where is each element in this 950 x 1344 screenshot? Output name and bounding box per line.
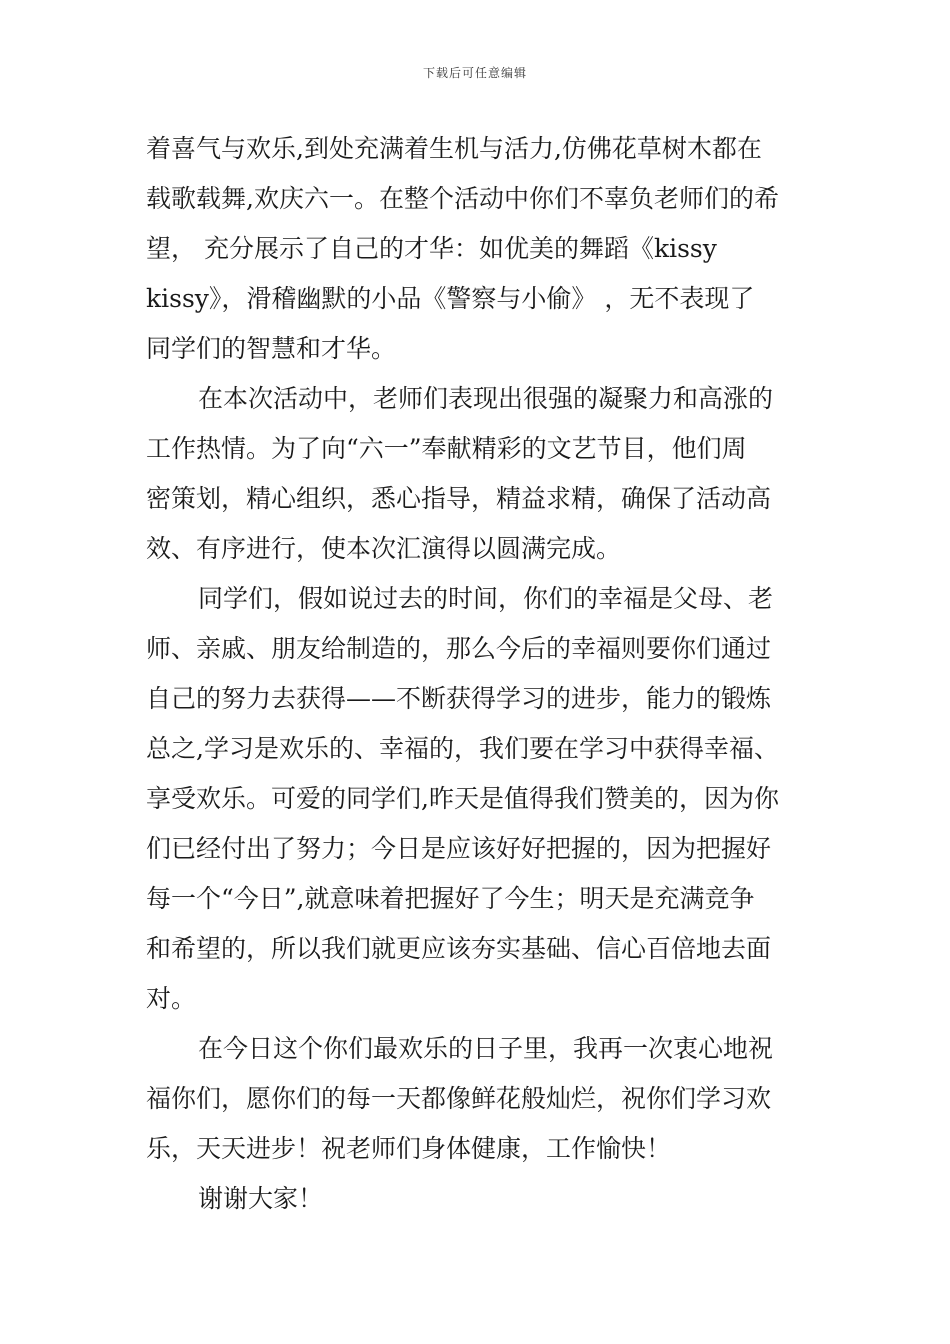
document-body <box>146 124 806 1224</box>
page-header: 下载后可任意编辑 <box>422 66 527 80</box>
text-line: 效、有序进行，使本次汇演得以圆满完成。 <box>146 534 622 563</box>
text-line: kissy》，滑稽幽默的小品《警察与小偷》 ，无不表现了 <box>146 284 755 313</box>
closing-line: 谢谢大家！ <box>198 1184 324 1213</box>
text-line: 总之,学习是欢乐的、幸福的，我们要在学习中获得幸福、 <box>146 734 779 763</box>
text-line: 每一个“今日”,就意味着把握好了今生；明天是充满竞争 <box>146 884 755 913</box>
paragraph-start-line: 在本次活动中，老师们表现出很强的凝聚力和高涨的 <box>198 384 774 413</box>
text-line: 望， 充分展示了自己的才华：如优美的舞蹈《kissy <box>146 234 717 263</box>
text-line: 载歌载舞,欢庆六一。在整个活动中你们不辜负老师们的希 <box>146 184 779 213</box>
text-line: 们已经付出了努力；今日是应该好好把握的，因为把握好 <box>146 834 772 863</box>
text-line: 工作热情。为了向“六一”奉献精彩的文艺节目，他们周 <box>146 434 747 463</box>
text-line: 自己的努力去获得——不断获得学习的进步，能力的锻炼 <box>146 684 772 713</box>
text-line: 福你们，愿你们的每一天都像鲜花般灿烂，祝你们学习欢 <box>146 1084 772 1113</box>
paragraph-start-line: 同学们，假如说过去的时间，你们的幸福是父母、老 <box>198 584 774 613</box>
text-line: 享受欢乐。可爱的同学们,昨天是值得我们赞美的，因为你 <box>146 784 779 813</box>
text-line: 着喜气与欢乐,到处充满着生机与活力,仿佛花草树木都在 <box>146 134 762 163</box>
text-line: 和希望的，所以我们就更应该夯实基础、信心百倍地去面 <box>146 934 772 963</box>
text-line: 师、亲戚、朋友给制造的，那么今后的幸福则要你们通过 <box>146 634 772 663</box>
text-line: 密策划，精心组织，悉心指导，精益求精，确保了活动高 <box>146 484 772 513</box>
text-line: 对。 <box>146 984 197 1013</box>
text-line: 乐，天天进步！祝老师们身体健康，工作愉快！ <box>146 1134 672 1163</box>
paragraph-start-line: 在今日这个你们最欢乐的日子里，我再一次衷心地祝 <box>198 1034 774 1063</box>
text-line: 同学们的智慧和才华。 <box>146 334 397 363</box>
